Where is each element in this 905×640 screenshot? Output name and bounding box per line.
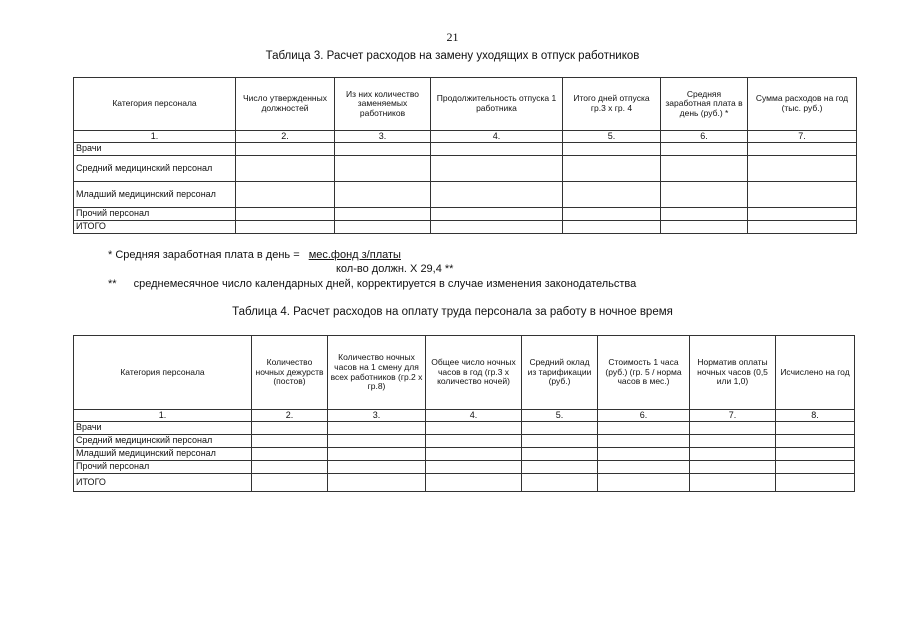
table-row (74, 435, 855, 448)
footnote-1 (108, 249, 401, 261)
table3-index: 6. (661, 131, 748, 143)
table3-category: Врачи (74, 143, 236, 156)
table4-index: 8. (776, 410, 855, 422)
table3-index: 1. (74, 131, 236, 143)
table3-header: Число утвержденных должностей (236, 78, 335, 131)
footnote-1-prefix: * Средняя заработная плата в день = (108, 249, 300, 261)
table4-index: 5. (522, 410, 598, 422)
table4-index: 7. (690, 410, 776, 422)
table4-category: Врачи (74, 422, 252, 435)
table3-title: Таблица 3. Расчет расходов на замену уходящих в отпуск работников (265, 50, 640, 62)
table3-header: Из них количество заменяемых работников (335, 78, 431, 131)
table4-header: Исчислено на год (776, 336, 855, 410)
table3-index: 4. (431, 131, 563, 143)
footnote-2-text: среднемесячное число календарных дней, корректируется в случае изменения законодательства (133, 278, 637, 290)
table3-total: ИТОГО (74, 221, 236, 234)
table4-category: Средний медицинский персонал (74, 435, 252, 448)
footnote-1-numerator: мес.фонд з/платы (308, 249, 401, 261)
table-row (74, 461, 855, 474)
table3-index: 5. (563, 131, 661, 143)
table4-index: 1. (74, 410, 252, 422)
page-number: 21 (446, 30, 459, 44)
table-row (74, 208, 857, 221)
footnote-1-denominator: кол-во должн. Х 29,4 ** (336, 263, 454, 275)
table4-header: Средний оклад из тарификации (руб.) (522, 336, 598, 410)
table4-category: Младший медицинский персонал (74, 448, 252, 461)
table-row (74, 156, 857, 182)
table3-header: Сумма расходов на год (тыс. руб.) (748, 78, 857, 131)
table-row (74, 182, 857, 208)
table4-index: 6. (598, 410, 690, 422)
table4-title: Таблица 4. Расчет расходов на оплату труда персонала за работу в ночное время (232, 306, 673, 318)
table-row (74, 474, 855, 492)
table4-total: ИТОГО (74, 474, 252, 492)
table-row (74, 221, 857, 234)
table3-header: Категория персонала (74, 78, 236, 131)
table4-header: Количество ночных дежурств (постов) (252, 336, 328, 410)
table3-index: 2. (236, 131, 335, 143)
footnote-2 (108, 278, 636, 290)
table3-header: Продолжительность отпуска 1 работника (431, 78, 563, 131)
table4-header: Общее число ночных часов в год (гр.3 х количество ночей) (426, 336, 522, 410)
table3-category: Прочий персонал (74, 208, 236, 221)
table4-header: Стоимость 1 часа (руб.) (гр. 5 / норма часов в мес.) (598, 336, 690, 410)
table3-header: Итого дней отпуска гр.3 х гр. 4 (563, 78, 661, 131)
table4-index: 4. (426, 410, 522, 422)
footnote-2-mark: ** (108, 278, 117, 290)
table3-category: Младший медицинский персонал (74, 182, 236, 208)
table4-category: Прочий персонал (74, 461, 252, 474)
table3-index: 7. (748, 131, 857, 143)
table3-header: Средняя заработная плата в день (руб.) * (661, 78, 748, 131)
table4-header: Категория персонала (74, 336, 252, 410)
table4 (73, 335, 855, 492)
table4-header: Количество ночных часов на 1 смену для всех работников (гр.2 х гр.8) (328, 336, 426, 410)
table4-index: 3. (328, 410, 426, 422)
table-row (74, 448, 855, 461)
table3 (73, 77, 857, 234)
table3-index: 3. (335, 131, 431, 143)
table-row (74, 143, 857, 156)
table4-header: Норматив оплаты ночных часов (0,5 или 1,0) (690, 336, 776, 410)
table3-category: Средний медицинский персонал (74, 156, 236, 182)
table-row (74, 422, 855, 435)
table4-index: 2. (252, 410, 328, 422)
